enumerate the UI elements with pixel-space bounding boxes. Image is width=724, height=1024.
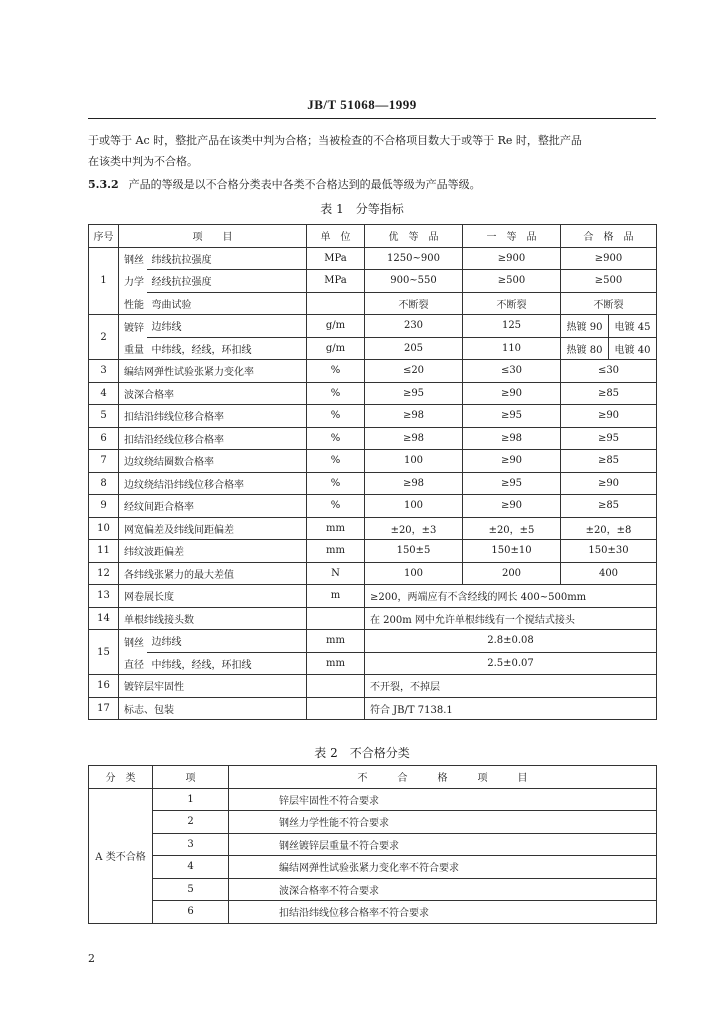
row-qualified: ≥95 — [561, 427, 657, 450]
row-item: 网宽偏差及纬线间距偏差 — [119, 517, 307, 540]
row-merged-requirement: ≥200，两端应有不含经线的网长 400~500mm — [365, 585, 657, 608]
row-no: 2 — [89, 315, 119, 360]
row-unit: MPa — [307, 270, 365, 293]
row-qualified: 400 — [561, 562, 657, 585]
row-electro: 电镀 40 — [609, 337, 657, 360]
row-unit: g/m — [307, 337, 365, 360]
row-group: 性能 — [119, 292, 147, 315]
table-row — [89, 788, 657, 811]
row-unit — [307, 675, 365, 698]
section-5-3-2 — [88, 174, 656, 195]
row-group: 钢丝 — [119, 630, 147, 653]
row-excellent: 100 — [365, 450, 463, 473]
row-no: 15 — [89, 630, 119, 675]
row-group: 镀锌 — [119, 315, 147, 338]
row-qualified: 150±30 — [561, 540, 657, 563]
table-row — [89, 562, 657, 585]
row-first: 125 — [463, 315, 561, 338]
row-no: 11 — [89, 540, 119, 563]
row-first: ≥90 — [463, 450, 561, 473]
row-item: 边纬线 — [147, 630, 307, 653]
row-qualified: ≥85 — [561, 450, 657, 473]
row-first: 不断裂 — [463, 292, 561, 315]
row-item: 边纹绕结沿纬线位移合格率 — [119, 472, 307, 495]
row-no: 3 — [89, 360, 119, 383]
row-excellent: ≤20 — [365, 360, 463, 383]
table-row — [89, 472, 657, 495]
row-unit: % — [307, 450, 365, 473]
col-header-excellent: 优 等 品 — [365, 225, 463, 248]
row-item-no: 5 — [153, 878, 229, 901]
col-header-qualified: 合 格 品 — [561, 225, 657, 248]
row-first: ≥900 — [463, 247, 561, 270]
row-qualified: ≥90 — [561, 405, 657, 428]
row-unit: mm — [307, 517, 365, 540]
row-item-no: 3 — [153, 833, 229, 856]
row-group: 重量 — [119, 337, 147, 360]
row-excellent: 205 — [365, 337, 463, 360]
row-first: ≥90 — [463, 382, 561, 405]
row-unit: mm — [307, 630, 365, 653]
row-nonconformity: 钢丝力学性能不符合要求 — [229, 811, 657, 834]
row-unit: % — [307, 382, 365, 405]
table-row — [89, 382, 657, 405]
row-item: 各纬线张紧力的最大差值 — [119, 562, 307, 585]
page-number: 2 — [88, 952, 95, 965]
table-row — [89, 517, 657, 540]
row-unit — [307, 697, 365, 720]
row-qualified: ≤30 — [561, 360, 657, 383]
row-unit: MPa — [307, 247, 365, 270]
table-row — [89, 405, 657, 428]
row-merged-requirement: 不开裂，不掉层 — [365, 675, 657, 698]
row-nonconformity: 钢丝镀锌层重量不符合要求 — [229, 833, 657, 856]
table-row — [89, 811, 657, 834]
table-row — [89, 878, 657, 901]
row-merged-center: 2.8±0.08 — [365, 630, 657, 653]
grading-index-table — [88, 224, 657, 720]
row-excellent: ±20，±3 — [365, 517, 463, 540]
row-no: 14 — [89, 607, 119, 630]
row-nonconformity: 锌层牢固性不符合要求 — [229, 788, 657, 811]
row-merged-center: 2.5±0.07 — [365, 652, 657, 675]
row-unit: m — [307, 585, 365, 608]
row-excellent: ≥95 — [365, 382, 463, 405]
row-first: ≥95 — [463, 472, 561, 495]
row-group: 直径 — [119, 652, 147, 675]
row-item: 编结网弹性试验张紧力变化率 — [119, 360, 307, 383]
table-row — [89, 607, 657, 630]
row-first: ≥95 — [463, 405, 561, 428]
row-item-no: 6 — [153, 901, 229, 924]
table-row — [89, 495, 657, 518]
col-header-nonconformity: 不 合 格 项 目 — [229, 766, 657, 789]
row-no: 5 — [89, 405, 119, 428]
col-header-category: 分 类 — [89, 766, 153, 789]
row-item: 波深合格率 — [119, 382, 307, 405]
header-rule — [88, 118, 656, 119]
row-first: 150±10 — [463, 540, 561, 563]
nonconformity-classification-table — [88, 765, 657, 924]
row-first: ≥90 — [463, 495, 561, 518]
row-merged-requirement: 符合 JB/T 7138.1 — [365, 697, 657, 720]
row-nonconformity: 波深合格率不符合要求 — [229, 878, 657, 901]
table2-header-row — [89, 766, 657, 789]
table-row — [89, 630, 657, 653]
table-row — [89, 901, 657, 924]
row-item-no: 4 — [153, 856, 229, 879]
row-item: 扣结沿纬线位移合格率 — [119, 405, 307, 428]
row-item: 弯曲试验 — [147, 292, 307, 315]
row-item: 经线抗拉强度 — [147, 270, 307, 293]
table-row — [89, 292, 657, 315]
row-item: 边纬线 — [147, 315, 307, 338]
row-unit: % — [307, 472, 365, 495]
row-hot-dip: 热镀 90 — [561, 315, 609, 338]
row-excellent: 150±5 — [365, 540, 463, 563]
row-unit: % — [307, 360, 365, 383]
row-item: 边纹绕结圈数合格率 — [119, 450, 307, 473]
col-header-no: 序号 — [89, 225, 119, 248]
table-row — [89, 315, 657, 338]
table-row — [89, 427, 657, 450]
row-first: ≤30 — [463, 360, 561, 383]
table-row — [89, 856, 657, 879]
row-unit: g/m — [307, 315, 365, 338]
row-first: ≥500 — [463, 270, 561, 293]
col-header-item-no: 项 — [153, 766, 229, 789]
row-unit: % — [307, 427, 365, 450]
row-electro: 电镀 45 — [609, 315, 657, 338]
table-row — [89, 360, 657, 383]
col-header-item: 项 目 — [119, 225, 307, 248]
row-no: 10 — [89, 517, 119, 540]
row-qualified: ≥85 — [561, 495, 657, 518]
table1-header-row — [89, 225, 657, 248]
row-group: 力学 — [119, 270, 147, 293]
table-row — [89, 247, 657, 270]
row-no: 6 — [89, 427, 119, 450]
row-item-no: 2 — [153, 811, 229, 834]
row-excellent: 100 — [365, 495, 463, 518]
row-no: 4 — [89, 382, 119, 405]
row-no: 12 — [89, 562, 119, 585]
row-qualified: ±20，±8 — [561, 517, 657, 540]
row-excellent: ≥98 — [365, 405, 463, 428]
row-item-no: 1 — [153, 788, 229, 811]
row-nonconformity: 扣结沿纬线位移合格率不符合要求 — [229, 901, 657, 924]
col-header-first: 一 等 品 — [463, 225, 561, 248]
row-unit — [307, 607, 365, 630]
row-item: 中纬线，经线，环扣线 — [147, 337, 307, 360]
row-unit: % — [307, 405, 365, 428]
row-item: 纬线抗拉强度 — [147, 247, 307, 270]
row-item: 扣结沿经线位移合格率 — [119, 427, 307, 450]
paragraph-acceptance — [88, 130, 656, 172]
row-item: 中纬线，经线，环扣线 — [147, 652, 307, 675]
row-unit: % — [307, 495, 365, 518]
row-no: 8 — [89, 472, 119, 495]
row-excellent: ≥98 — [365, 472, 463, 495]
row-nonconformity: 编结网弹性试验张紧力变化率不符合要求 — [229, 856, 657, 879]
row-item: 纬纹波距偏差 — [119, 540, 307, 563]
row-unit: N — [307, 562, 365, 585]
paragraph-line-1: 于或等于 Ac 时，整批产品在该类中判为合格；当被检查的不合格项目数大于或等于 Re 时，整批产品 — [88, 134, 582, 147]
table2-caption: 表 2 不合格分类 — [314, 746, 410, 760]
paragraph-line-2: 在该类中判为不合格。 — [88, 155, 198, 168]
row-first: 200 — [463, 562, 561, 585]
table-row — [89, 675, 657, 698]
row-qualified: 不断裂 — [561, 292, 657, 315]
row-item: 标志、包装 — [119, 697, 307, 720]
section-text: 产品的等级是以不合格分类表中各类不合格达到的最低等级为产品等级。 — [128, 178, 481, 191]
row-first: ≥98 — [463, 427, 561, 450]
table-row — [89, 697, 657, 720]
row-excellent: 不断裂 — [365, 292, 463, 315]
table-row — [89, 450, 657, 473]
row-qualified: ≥500 — [561, 270, 657, 293]
row-item: 网卷展长度 — [119, 585, 307, 608]
row-unit: mm — [307, 652, 365, 675]
row-first: 110 — [463, 337, 561, 360]
table-row — [89, 337, 657, 360]
row-excellent: 100 — [365, 562, 463, 585]
row-excellent: ≥98 — [365, 427, 463, 450]
row-no: 1 — [89, 247, 119, 315]
row-excellent: 1250~900 — [365, 247, 463, 270]
row-no: 9 — [89, 495, 119, 518]
row-qualified: ≥90 — [561, 472, 657, 495]
row-qualified: ≥85 — [561, 382, 657, 405]
category-a: A 类不合格 — [89, 788, 153, 923]
row-no: 17 — [89, 697, 119, 720]
row-unit: mm — [307, 540, 365, 563]
row-hot-dip: 热镀 80 — [561, 337, 609, 360]
row-group: 钢丝 — [119, 247, 147, 270]
document-header: JB/T 51068—1999 — [307, 97, 417, 112]
row-item: 单根纬线接头数 — [119, 607, 307, 630]
table-row — [89, 270, 657, 293]
row-excellent: 900~550 — [365, 270, 463, 293]
section-number: 5.3.2 — [88, 178, 119, 191]
row-item: 经纹间距合格率 — [119, 495, 307, 518]
row-no: 13 — [89, 585, 119, 608]
row-item: 镀锌层牢固性 — [119, 675, 307, 698]
table-row — [89, 585, 657, 608]
table1-caption: 表 1 分等指标 — [320, 202, 404, 216]
row-unit — [307, 292, 365, 315]
col-header-unit: 单 位 — [307, 225, 365, 248]
row-excellent: 230 — [365, 315, 463, 338]
table-row — [89, 540, 657, 563]
row-no: 7 — [89, 450, 119, 473]
row-first: ±20，±5 — [463, 517, 561, 540]
table-row — [89, 833, 657, 856]
row-qualified: ≥900 — [561, 247, 657, 270]
row-merged-requirement: 在 200m 网中允许单根纬线有一个搅结式接头 — [365, 607, 657, 630]
table-row — [89, 652, 657, 675]
row-no: 16 — [89, 675, 119, 698]
